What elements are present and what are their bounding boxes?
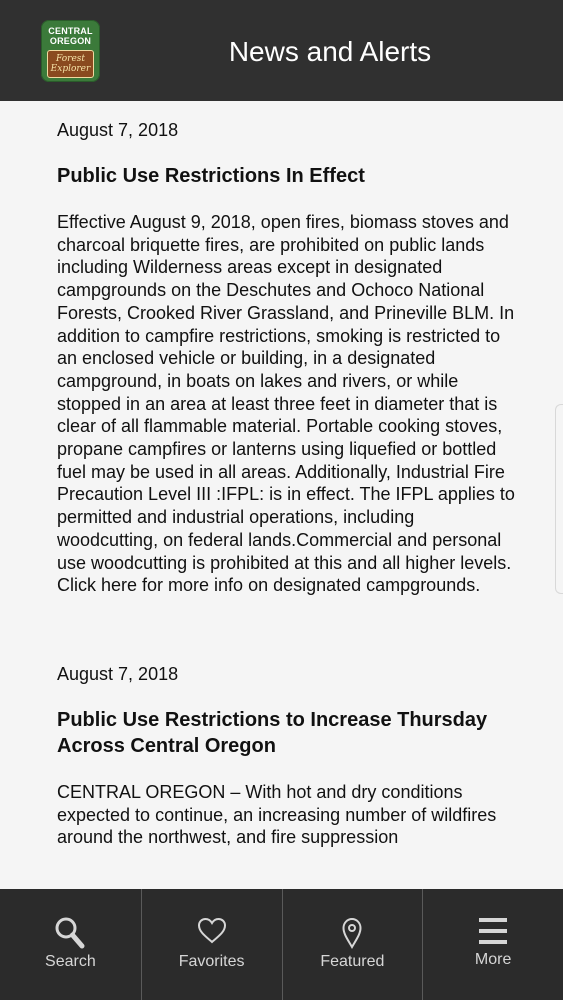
page-title: News and Alerts [228,36,432,67]
article-date: August 7, 2018 [57,664,179,684]
article-body: CENTRAL OREGON – With hot and dry conditions expected to continue, an increasing number of wildfires around the northwest, and fire suppression [57,782,497,848]
tab-more[interactable] [422,889,563,1000]
tab-favorites[interactable] [141,889,282,1000]
news-article[interactable] [57,118,517,597]
logo-sign: Forest Explorer [47,50,94,78]
heart-icon [197,917,227,945]
app-logo[interactable] [41,20,100,82]
bottom-tab-bar [0,889,563,1000]
app-header [0,0,563,101]
logo-text: CENTRAL OREGON [48,26,93,46]
tab-label: More [474,951,512,968]
search-icon [55,917,85,949]
news-article[interactable] [57,662,517,849]
map-pin-icon [341,917,363,949]
article-title: Public Use Restrictions to Increase Thursday Across Central Oregon [57,709,488,757]
tab-featured[interactable] [282,889,423,1000]
news-list[interactable] [0,101,563,889]
tab-search[interactable] [0,889,141,1000]
menu-icon [478,917,508,945]
tab-label: Favorites [178,953,245,970]
scroll-indicator [555,404,563,594]
tab-label: Featured [320,953,385,970]
article-body: Effective August 9, 2018, open fires, biomass stoves and charcoal briquette fires, are prohibited on public lands including Wilderness areas except in designated campgrounds on the Deschutes and Ochoco National Forests, Crooked River Grassland, and Prineville BLM. In addition to campfire restrictions, smoking is restricted to an enclosed vehicle or building, in a designated campground, in boats on lakes and rivers, or while stopped in an area at least three feet in diameter that is clear of all flammable material. Portable cooking stoves, propane campfires or lanterns using liquefied or bottled fuel may be used in all areas. Additionally, Industrial Fire Precaution Level III :IFPL: is in effect. The IFPL applies to permitted and industrial operations, including woodcutting, on federal lands.Commercial and personal use woodcutting is prohibited at this and all higher levels. Click here for more info on designated campgrounds. [57,212,515,596]
article-date: August 7, 2018 [57,120,179,140]
tab-label: Search [45,953,96,970]
article-title: Public Use Restrictions In Effect [57,165,365,187]
